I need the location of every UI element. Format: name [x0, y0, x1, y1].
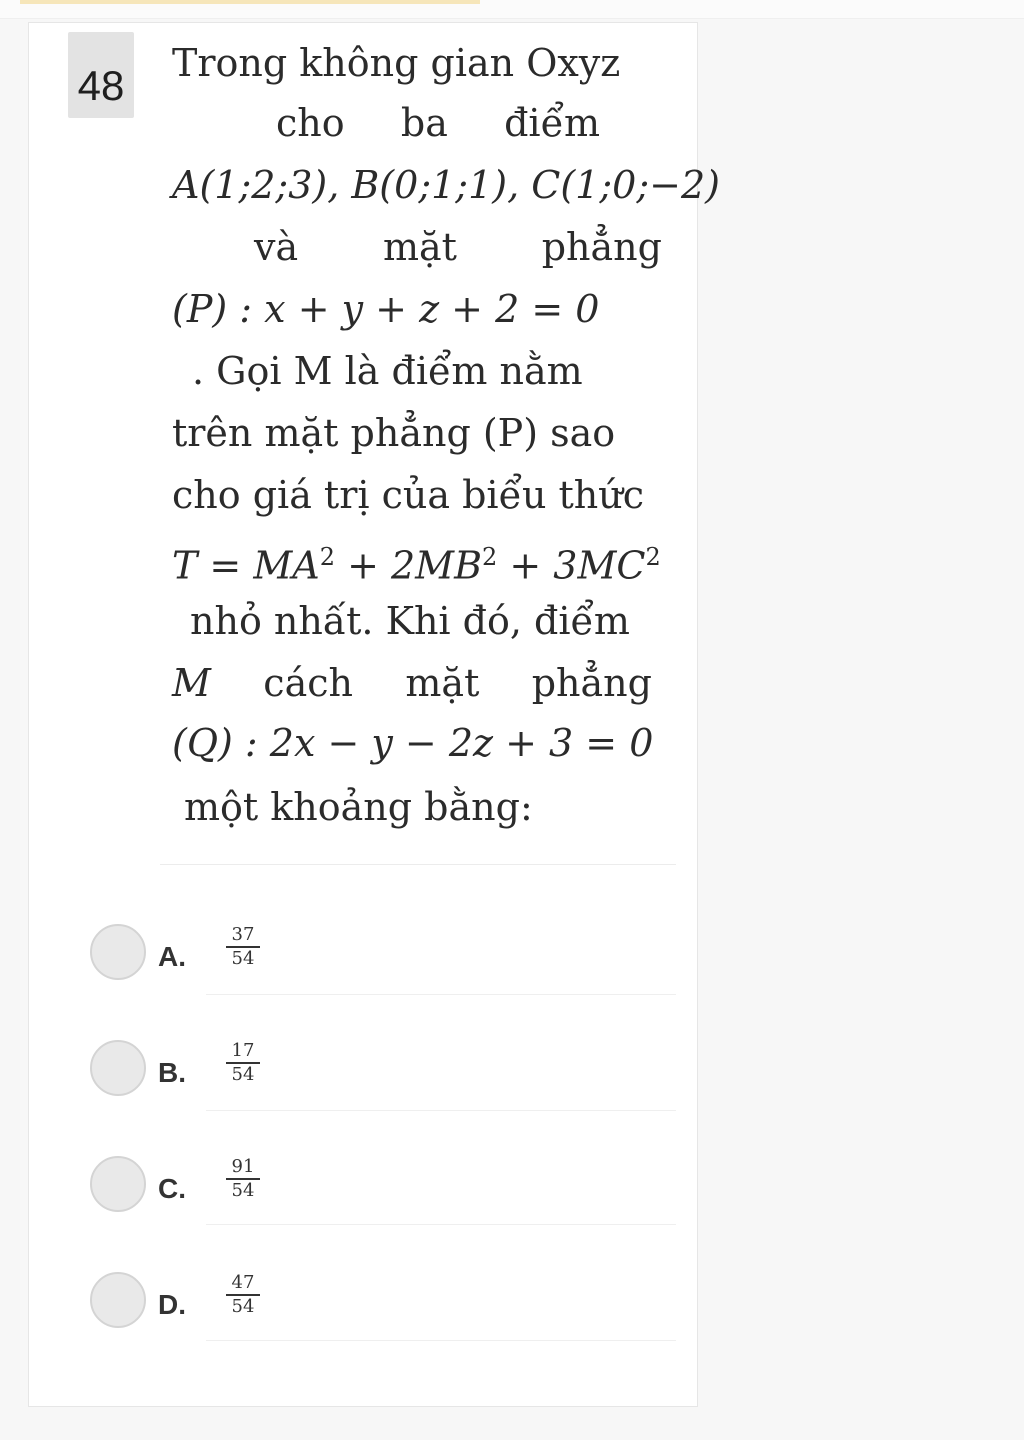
exponent: 2	[482, 543, 498, 571]
option-letter: B.	[158, 1057, 186, 1088]
question-line-10: nhỏ nhất. Khi đó, điểm	[190, 599, 630, 643]
fraction-numerator: 17	[226, 1041, 260, 1064]
word: và	[254, 225, 299, 269]
option-divider	[206, 994, 676, 995]
option-divider	[206, 1340, 676, 1341]
word: cho	[276, 101, 345, 145]
fraction-denominator: 54	[231, 1296, 255, 1317]
question-number: 48	[77, 62, 125, 109]
expr-part: + 2MB	[334, 543, 482, 588]
radio-button-c[interactable]	[90, 1156, 146, 1212]
question-line-2	[276, 98, 600, 148]
question-line-9-expression	[172, 532, 772, 591]
question-line-13: một khoảng bằng:	[184, 785, 533, 829]
question-line-4	[254, 222, 662, 272]
option-divider	[206, 1224, 676, 1225]
word: M	[172, 661, 211, 705]
fraction-denominator: 54	[231, 1180, 255, 1201]
exponent: 2	[645, 543, 661, 571]
radio-button-d[interactable]	[90, 1272, 146, 1328]
question-line-6: . Gọi M là điểm nằm	[192, 349, 583, 393]
word: mặt	[382, 225, 457, 269]
option-fraction	[226, 1041, 260, 1085]
word: điểm	[504, 101, 600, 145]
question-line-12-plane-q: (Q) : 2x − y − 2z + 3 = 0	[172, 721, 654, 765]
option-divider	[206, 1110, 676, 1111]
option-fraction	[226, 1273, 260, 1317]
option-letter: A.	[158, 941, 186, 972]
radio-button-b[interactable]	[90, 1040, 146, 1096]
top-accent-line	[20, 0, 480, 4]
option-fraction	[226, 1157, 260, 1201]
fraction-denominator: 54	[231, 948, 255, 969]
question-line-11	[172, 658, 652, 708]
fraction-numerator: 37	[226, 925, 260, 948]
exponent: 2	[319, 543, 335, 571]
option-letter: C.	[158, 1173, 186, 1204]
question-line-3-points: A(1;2;3), B(0;1;1), C(1;0;−2)	[172, 163, 720, 207]
question-divider	[160, 864, 676, 865]
word: mặt	[405, 661, 480, 705]
question-line-8: cho giá trị của biểu thức	[172, 473, 644, 517]
question-number-badge	[68, 32, 134, 118]
question-line-1: Trong không gian Oxyz	[172, 41, 621, 85]
expr-part: + 3MC	[497, 543, 646, 588]
fraction-numerator: 91	[226, 1157, 260, 1180]
top-strip	[0, 0, 1024, 19]
expr-part: T = MA	[172, 543, 320, 588]
word: cách	[263, 661, 353, 705]
question-line-7: trên mặt phẳng (P) sao	[172, 411, 616, 455]
fraction-denominator: 54	[231, 1064, 255, 1085]
word: phẳng	[531, 661, 652, 705]
question-line-5-plane-p: (P) : x + y + z + 2 = 0	[172, 287, 600, 331]
option-letter: D.	[158, 1289, 186, 1320]
option-fraction	[226, 925, 260, 969]
radio-button-a[interactable]	[90, 924, 146, 980]
word: phẳng	[541, 225, 662, 269]
word: ba	[400, 101, 448, 145]
fraction-numerator: 47	[226, 1273, 260, 1296]
